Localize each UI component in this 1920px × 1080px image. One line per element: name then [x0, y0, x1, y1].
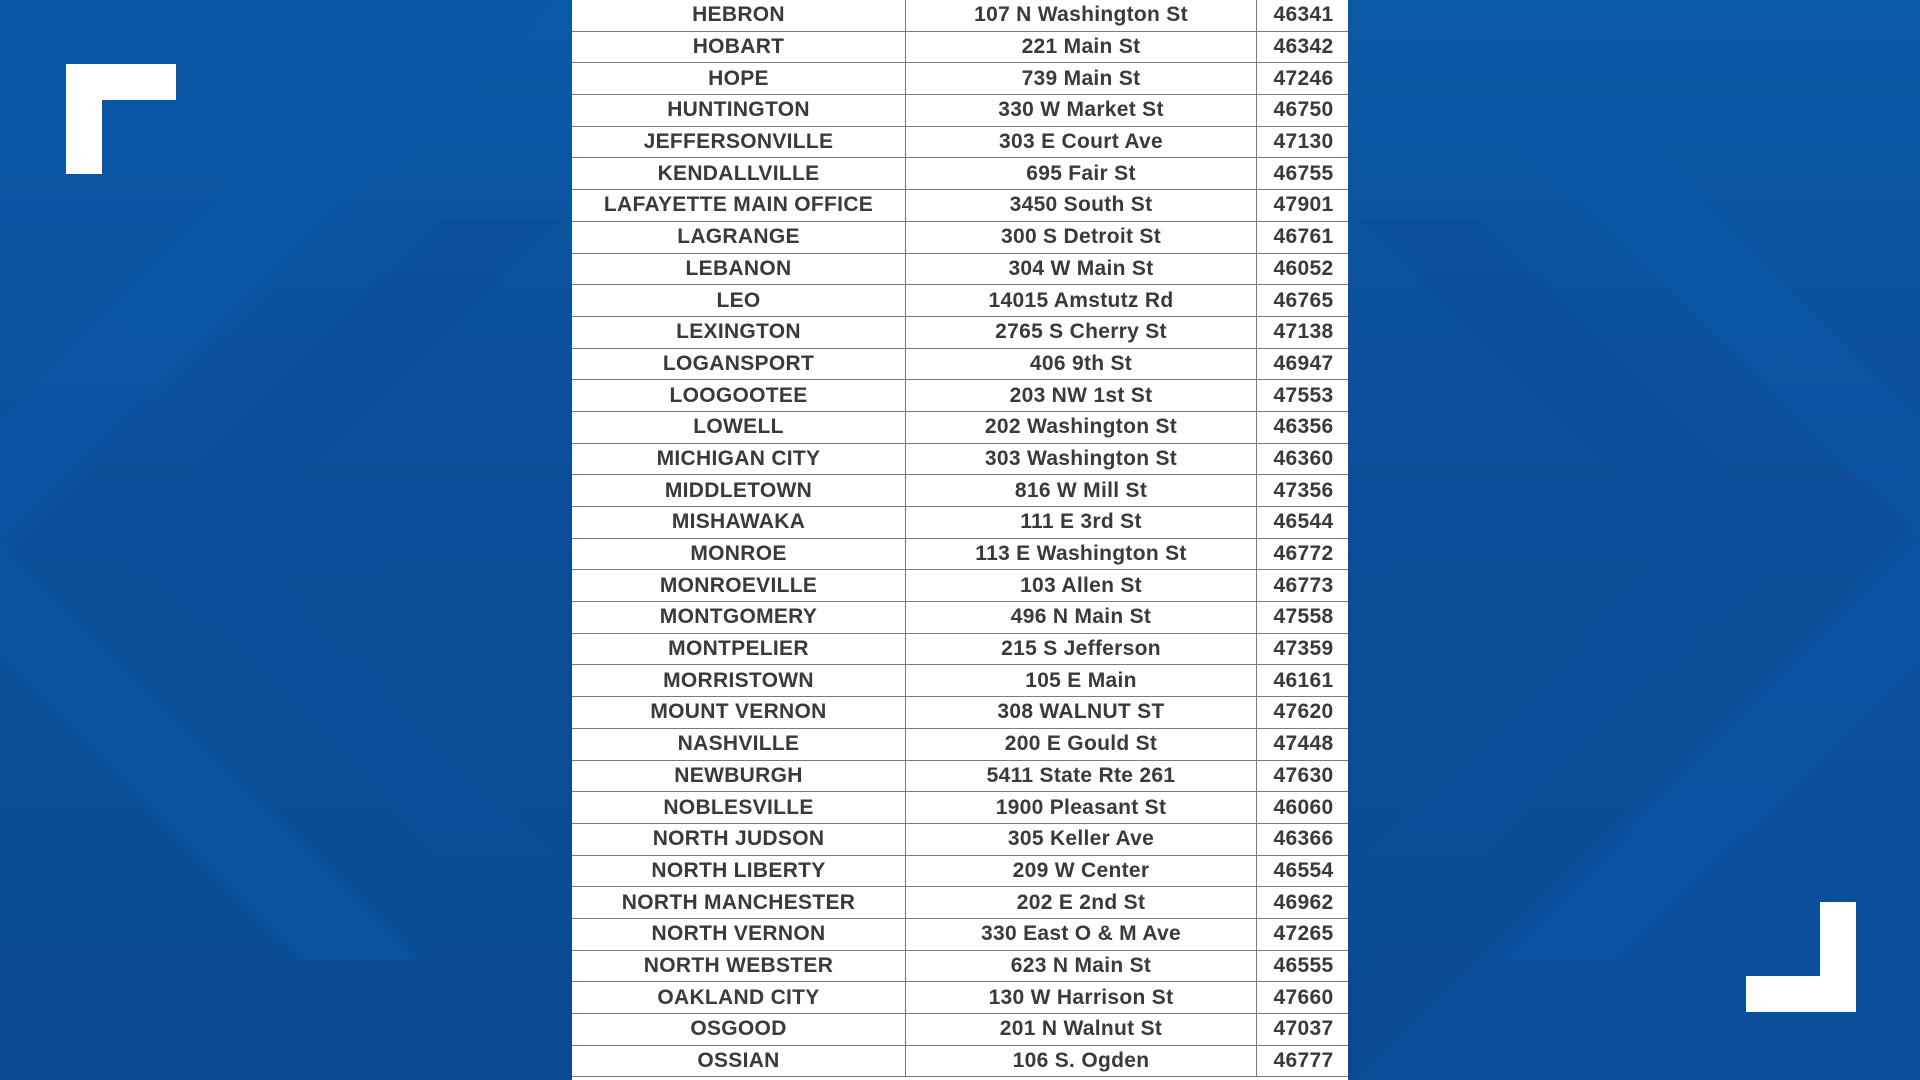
city-cell: LEXINGTON	[572, 316, 906, 348]
address-cell: 2765 S Cherry St	[906, 316, 1257, 348]
zip-cell: 46052	[1257, 253, 1349, 285]
city-cell: MONROE	[572, 538, 906, 570]
table-row	[572, 380, 1348, 412]
city-cell: NEWBURGH	[572, 760, 906, 792]
city-cell: LAGRANGE	[572, 221, 906, 253]
zip-cell: 47246	[1257, 63, 1349, 95]
city-cell: HEBRON	[572, 0, 906, 31]
table-row	[572, 697, 1348, 729]
zip-cell: 47630	[1257, 760, 1349, 792]
table-row	[572, 982, 1348, 1014]
table-row	[572, 316, 1348, 348]
zip-cell: 46341	[1257, 0, 1349, 31]
table-row	[572, 411, 1348, 443]
address-cell: 202 E 2nd St	[906, 887, 1257, 919]
address-cell: 304 W Main St	[906, 253, 1257, 285]
zip-cell: 47448	[1257, 728, 1349, 760]
city-cell: NOBLESVILLE	[572, 792, 906, 824]
table-row	[572, 253, 1348, 285]
city-cell: NORTH MANCHESTER	[572, 887, 906, 919]
table-row	[572, 633, 1348, 665]
city-cell: JEFFERSONVILLE	[572, 126, 906, 158]
city-cell: NORTH VERNON	[572, 918, 906, 950]
zip-cell: 46750	[1257, 95, 1349, 127]
city-cell: LEO	[572, 285, 906, 317]
table-row	[572, 950, 1348, 982]
table-row	[572, 190, 1348, 222]
zip-cell: 46554	[1257, 855, 1349, 887]
address-cell: 103 Allen St	[906, 570, 1257, 602]
table-row	[572, 1014, 1348, 1046]
zip-cell: 46356	[1257, 411, 1349, 443]
address-cell: 695 Fair St	[906, 158, 1257, 190]
city-cell: MOUNT VERNON	[572, 697, 906, 729]
zip-cell: 47130	[1257, 126, 1349, 158]
address-cell: 303 E Court Ave	[906, 126, 1257, 158]
address-cell: 308 WALNUT ST	[906, 697, 1257, 729]
city-cell: MICHIGAN CITY	[572, 443, 906, 475]
city-cell: MORRISTOWN	[572, 665, 906, 697]
table-row	[572, 126, 1348, 158]
table-row	[572, 31, 1348, 63]
city-cell: MONROEVILLE	[572, 570, 906, 602]
zip-cell: 46765	[1257, 285, 1349, 317]
zip-cell: 46761	[1257, 221, 1349, 253]
table-row	[572, 63, 1348, 95]
address-cell: 107 N Washington St	[906, 0, 1257, 31]
zip-cell: 46161	[1257, 665, 1349, 697]
zip-cell: 47359	[1257, 633, 1349, 665]
address-cell: 3450 South St	[906, 190, 1257, 222]
zip-cell: 47660	[1257, 982, 1349, 1014]
city-cell: HOPE	[572, 63, 906, 95]
zip-cell: 46544	[1257, 507, 1349, 539]
city-cell: MONTPELIER	[572, 633, 906, 665]
city-cell: HOBART	[572, 31, 906, 63]
table-row	[572, 95, 1348, 127]
table-row	[572, 475, 1348, 507]
table-row	[572, 823, 1348, 855]
table-row	[572, 918, 1348, 950]
post-office-table	[572, 0, 1348, 1077]
zip-cell: 47138	[1257, 316, 1349, 348]
table-row	[572, 348, 1348, 380]
address-cell: 14015 Amstutz Rd	[906, 285, 1257, 317]
city-cell: MONTGOMERY	[572, 602, 906, 634]
zip-cell: 47356	[1257, 475, 1349, 507]
zip-cell: 47901	[1257, 190, 1349, 222]
address-cell: 303 Washington St	[906, 443, 1257, 475]
city-cell: HUNTINGTON	[572, 95, 906, 127]
city-cell: LAFAYETTE MAIN OFFICE	[572, 190, 906, 222]
zip-cell: 46777	[1257, 1045, 1349, 1077]
table-row	[572, 760, 1348, 792]
city-cell: LEBANON	[572, 253, 906, 285]
address-cell: 221 Main St	[906, 31, 1257, 63]
address-cell: 330 East O & M Ave	[906, 918, 1257, 950]
address-cell: 5411 State Rte 261	[906, 760, 1257, 792]
zip-cell: 47265	[1257, 918, 1349, 950]
zip-cell: 46555	[1257, 950, 1349, 982]
zip-cell: 46360	[1257, 443, 1349, 475]
address-cell: 209 W Center	[906, 855, 1257, 887]
city-cell: NASHVILLE	[572, 728, 906, 760]
table-row	[572, 1045, 1348, 1077]
address-cell: 816 W Mill St	[906, 475, 1257, 507]
address-cell: 113 E Washington St	[906, 538, 1257, 570]
table-row	[572, 507, 1348, 539]
address-cell: 300 S Detroit St	[906, 221, 1257, 253]
zip-cell: 47558	[1257, 602, 1349, 634]
post-office-list-sheet	[572, 0, 1348, 1080]
city-cell: OAKLAND CITY	[572, 982, 906, 1014]
address-cell: 215 S Jefferson	[906, 633, 1257, 665]
zip-cell: 46342	[1257, 31, 1349, 63]
zip-cell: 46060	[1257, 792, 1349, 824]
table-row	[572, 728, 1348, 760]
post-office-table-body	[572, 0, 1348, 1077]
address-cell: 200 E Gould St	[906, 728, 1257, 760]
table-row	[572, 538, 1348, 570]
city-cell: NORTH WEBSTER	[572, 950, 906, 982]
table-row	[572, 855, 1348, 887]
city-cell: KENDALLVILLE	[572, 158, 906, 190]
address-cell: 406 9th St	[906, 348, 1257, 380]
zip-cell: 46773	[1257, 570, 1349, 602]
table-row	[572, 887, 1348, 919]
table-row	[572, 158, 1348, 190]
city-cell: OSSIAN	[572, 1045, 906, 1077]
address-cell: 330 W Market St	[906, 95, 1257, 127]
address-cell: 111 E 3rd St	[906, 507, 1257, 539]
city-cell: NORTH JUDSON	[572, 823, 906, 855]
address-cell: 202 Washington St	[906, 411, 1257, 443]
address-cell: 496 N Main St	[906, 602, 1257, 634]
address-cell: 105 E Main	[906, 665, 1257, 697]
city-cell: OSGOOD	[572, 1014, 906, 1046]
table-row	[572, 0, 1348, 31]
table-row	[572, 570, 1348, 602]
city-cell: MISHAWAKA	[572, 507, 906, 539]
zip-cell: 46772	[1257, 538, 1349, 570]
zip-cell: 46947	[1257, 348, 1349, 380]
address-cell: 201 N Walnut St	[906, 1014, 1257, 1046]
city-cell: LOGANSPORT	[572, 348, 906, 380]
zip-cell: 47037	[1257, 1014, 1349, 1046]
zip-cell: 46755	[1257, 158, 1349, 190]
table-row	[572, 443, 1348, 475]
corner-bracket-top-left	[66, 64, 176, 174]
address-cell: 203 NW 1st St	[906, 380, 1257, 412]
address-cell: 623 N Main St	[906, 950, 1257, 982]
city-cell: LOOGOOTEE	[572, 380, 906, 412]
table-row	[572, 285, 1348, 317]
address-cell: 1900 Pleasant St	[906, 792, 1257, 824]
zip-cell: 47620	[1257, 697, 1349, 729]
table-row	[572, 221, 1348, 253]
zip-cell: 47553	[1257, 380, 1349, 412]
address-cell: 106 S. Ogden	[906, 1045, 1257, 1077]
city-cell: NORTH LIBERTY	[572, 855, 906, 887]
table-row	[572, 665, 1348, 697]
zip-cell: 46962	[1257, 887, 1349, 919]
address-cell: 739 Main St	[906, 63, 1257, 95]
address-cell: 305 Keller Ave	[906, 823, 1257, 855]
table-row	[572, 602, 1348, 634]
city-cell: MIDDLETOWN	[572, 475, 906, 507]
zip-cell: 46366	[1257, 823, 1349, 855]
address-cell: 130 W Harrison St	[906, 982, 1257, 1014]
corner-bracket-bottom-right	[1746, 902, 1856, 1012]
table-row	[572, 792, 1348, 824]
city-cell: LOWELL	[572, 411, 906, 443]
